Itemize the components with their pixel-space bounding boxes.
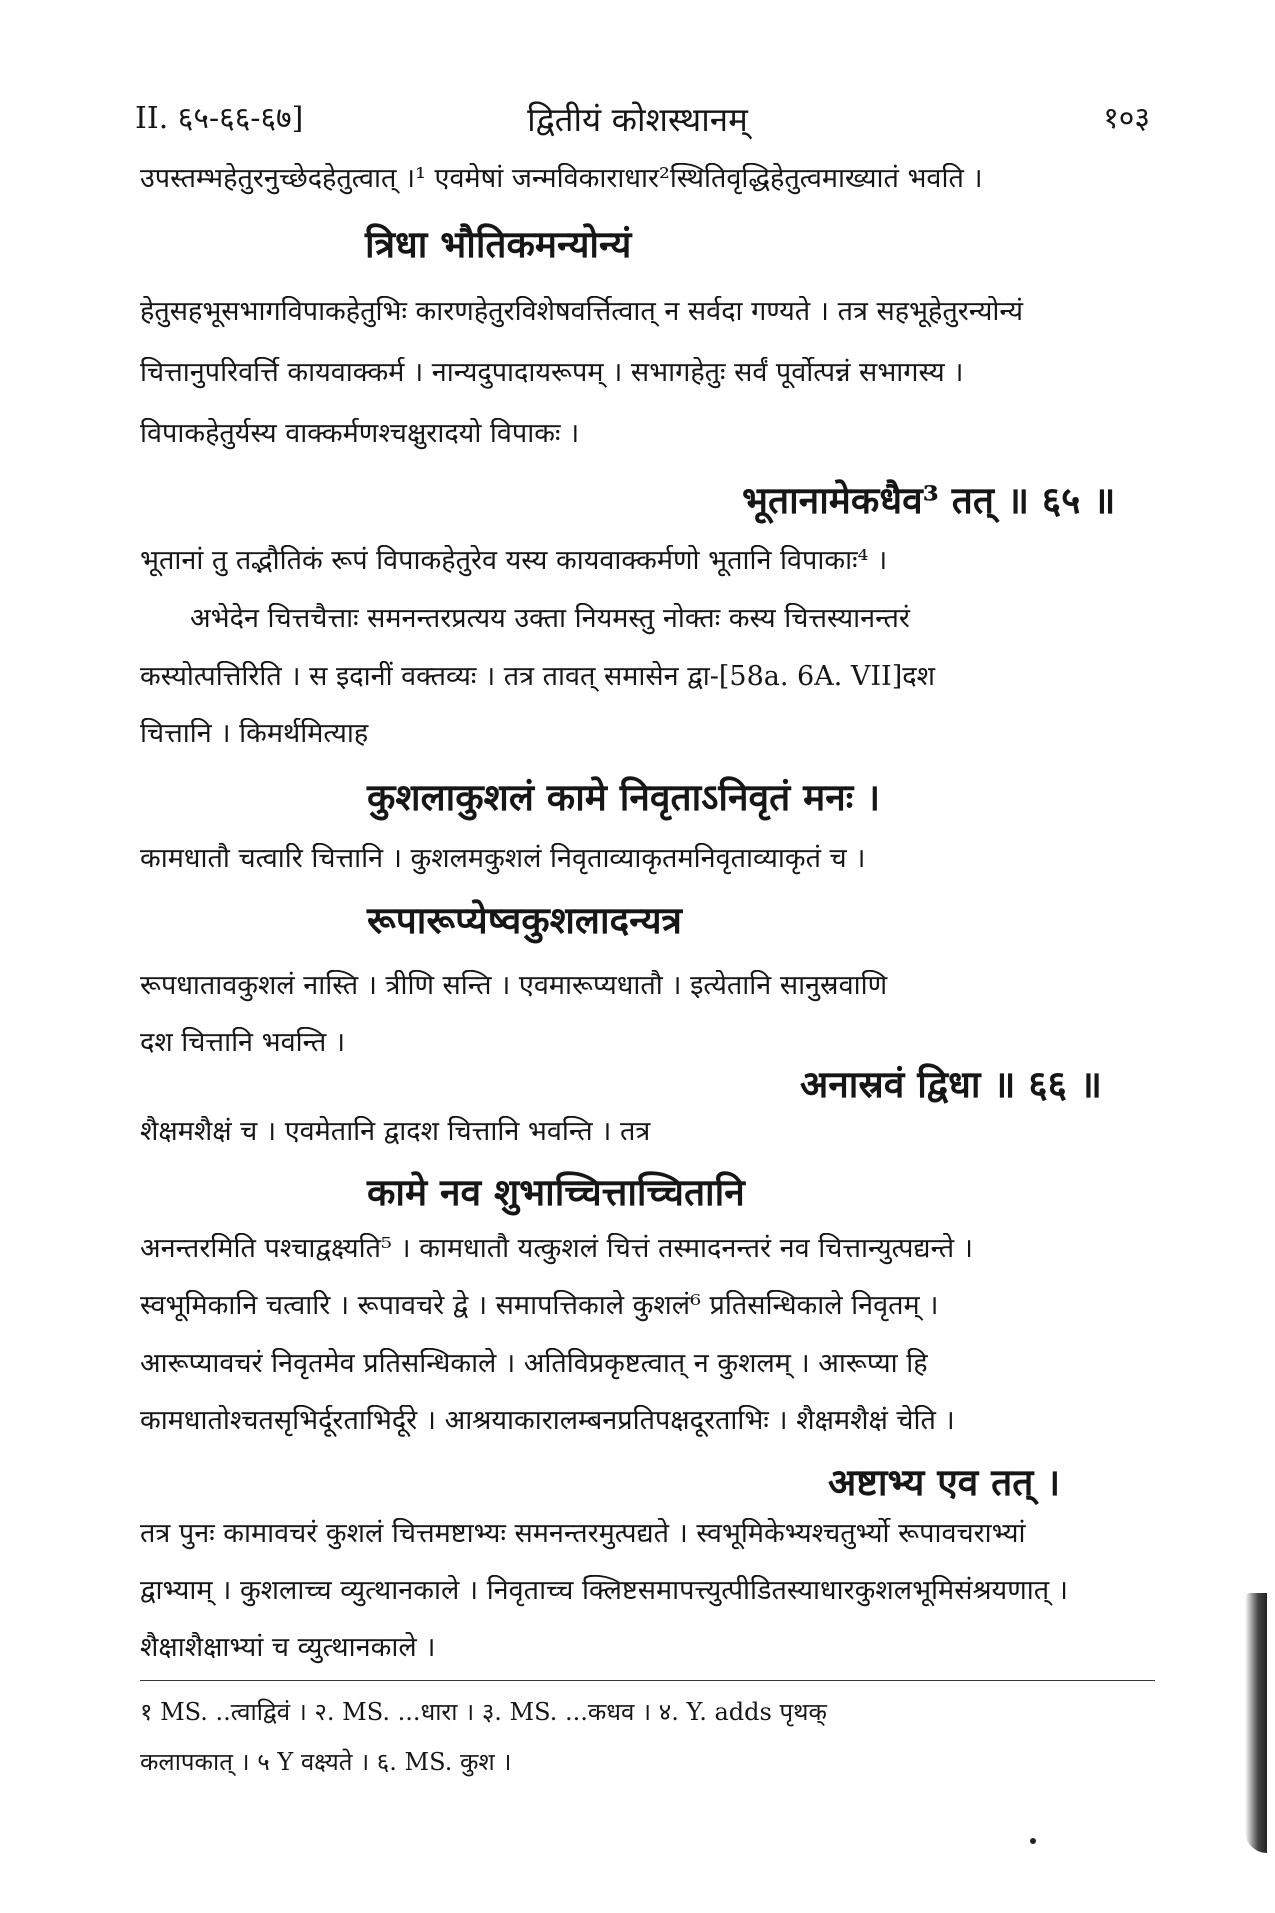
text-line: शैक्षाशैक्षाभ्यां च व्युत्थानकाले । [140, 1632, 436, 1663]
footnote-line: कलापकात् । ५ Y वक्ष्यते । ६. MS. कुश । [140, 1748, 512, 1776]
text-line: तत्र पुनः कामावचरं कुशलं चित्तमष्टाभ्यः समनन्तरमुत्पद्यते । स्वभूमिकेभ्यश्चतुर्भ्यो रूपावचराभ्यां [140, 1518, 1026, 1549]
text-line: अभेदेन चित्तचैत्ताः समनन्तरप्रत्यय उक्ता नियमस्तु नोक्तः कस्य चित्तस्यानन्तरं [190, 603, 910, 634]
verse-line: रूपारूप्येष्वकुशलादन्यत्र [367, 898, 682, 942]
text-line: अनन्तरमिति पश्चाद्वक्ष्यति⁵ । कामधातौ यत्कुशलं चित्तं तस्मादनन्तरं नव चित्तान्युत्पद्यन्ते । [140, 1233, 973, 1264]
text-line: चित्तानि । किमर्थमित्याह [140, 718, 369, 749]
page-number: १०३ [1103, 101, 1150, 136]
footnote-rule [140, 1680, 1155, 1681]
text-line: शैक्षमशैक्षं च । एवमेतानि द्वादश चित्तानि भवन्ति । तत्र [140, 1116, 651, 1147]
text-line: दश चित्तानि भवन्ति । [140, 1027, 346, 1058]
text-line: स्वभूमिकानि चत्वारि । रूपावचरे द्वे । समापत्तिकाले कुशलं⁶ प्रतिसन्धिकाले निवृतम् । [140, 1290, 939, 1321]
footnote-line: १ MS. ..त्वाद्विवं । २. MS. ...धारा । ३. MS. ...कधव । ४. Y. adds पृथक् [140, 1698, 827, 1726]
text-line: उपस्तम्भहेतुरनुच्छेदहेतुत्वात् ।¹ एवमेषां जन्मविकाराधार²स्थितिवृद्धिहेतुत्वमाख्यातं भवति । [140, 163, 983, 194]
text-line: रूपधातावकुशलं नास्ति । त्रीणि सन्ति । एवमारूप्यधातौ । इत्येतानि सानुस्रवाणि [140, 970, 888, 1001]
verse-line: अष्टाभ्य एव तत् । [828, 1460, 1061, 1504]
text-line: भूतानां तु तद्भौतिकं रूपं विपाकहेतुरेव यस्य कायवाक्कर्मणो भूतानि विपाकाः⁴ । [140, 545, 888, 576]
text-line: कस्योत्पत्तिरिति । स इदानीं वक्तव्यः । तत्र तावत् समासेन द्वा-[58a. 6A. VII]दश [140, 661, 935, 692]
scan-speck [1030, 1838, 1036, 1844]
text-line: कामधातौ चत्वारि चित्तानि । कुशलमकुशलं निवृताव्याकृतमनिवृताव्याकृतं च । [140, 843, 866, 874]
text-line: कामधातोश्चतसृभिर्दूरताभिर्दूरे । आश्रयाकारालम्बनप्रतिपक्षदूरताभिः । शैक्षमशैक्षं चेति । [140, 1405, 955, 1436]
running-header-section-ref: II. ६५-६६-६७] [135, 101, 304, 136]
text-line: चित्तानुपरिवर्त्ति कायवाक्कर्म । नान्यदुपादायरूपम् । सभागहेतुः सर्वं पूर्वोत्पन्नं सभागस्य । [140, 357, 964, 388]
verse-line: कामे नव शुभाच्चित्ताच्चितानि [367, 1170, 745, 1214]
verse-line: भूतानामेकधैव³ तत् ॥ ६५ ॥ [742, 478, 1116, 522]
running-header-title: द्वितीयं कोशस्थानम् [527, 100, 748, 139]
text-line: हेतुसहभूसभागविपाकहेतुभिः कारणहेतुरविशेषवर्त्तित्वात् न सर्वदा गण्यते । तत्र सहभूहेतुरन्योन्यं [140, 296, 1024, 327]
text-line: विपाकहेतुर्यस्य वाक्कर्मणश्चक्षुरादयो विपाकः । [140, 418, 580, 449]
verse-line: अनास्रवं द्विधा ॥ ६६ ॥ [800, 1062, 1102, 1106]
verse-line: त्रिधा भौतिकमन्योन्यं [365, 222, 632, 266]
text-line: द्वाभ्याम् । कुशलाच्च व्युत्थानकाले । निवृताच्च क्लिष्टसमापत्त्युत्पीडितस्याधारकुशलभूमिसंश्रयणात् । [140, 1575, 1068, 1606]
scan-edge-shadow [1245, 1593, 1267, 1853]
verse-line: कुशलाकुशलं कामे निवृताऽनिवृतं मनः । [367, 775, 881, 819]
text-line: आरूप्यावचरं निवृतमेव प्रतिसन्धिकाले । अतिविप्रकृष्टत्वात् न कुशलम् । आरूप्या हि [140, 1348, 928, 1379]
